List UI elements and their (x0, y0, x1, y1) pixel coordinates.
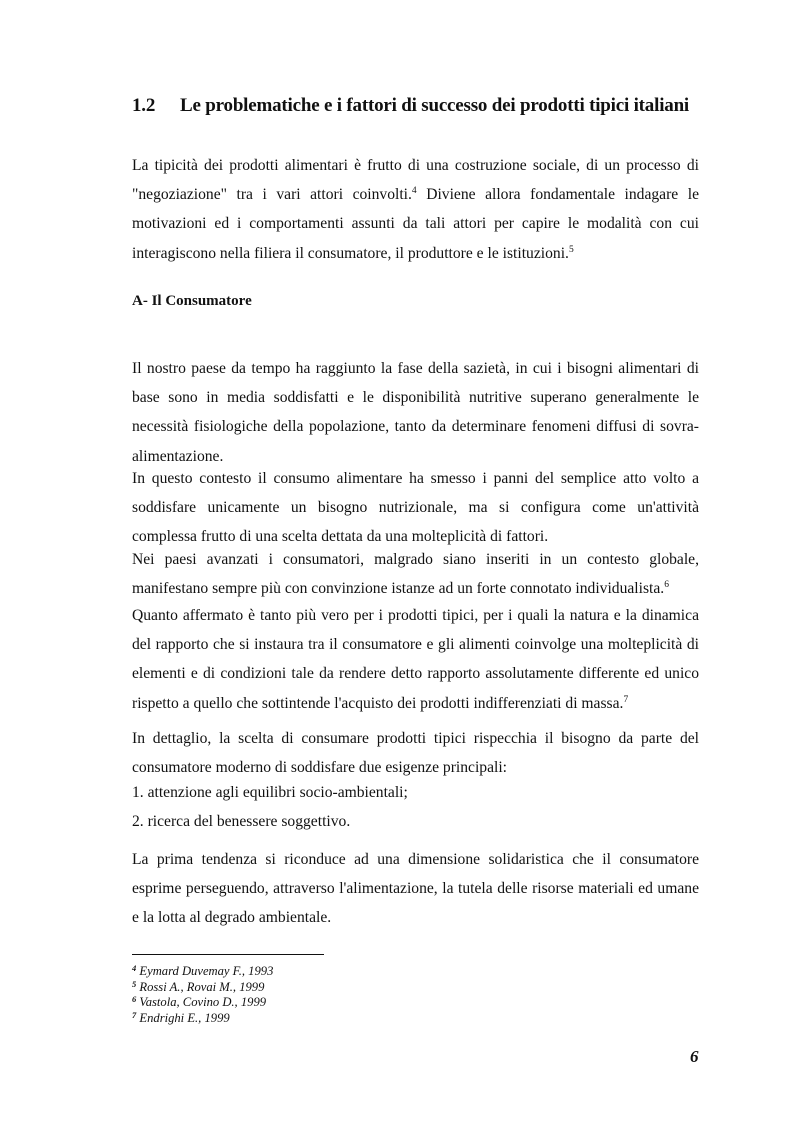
footnote-separator (132, 954, 324, 955)
intro-text: La tipicità dei prodotti alimentari è frutto di una costruzione sociale, di un processo di "negoziazione" tra i vari attori coinvolti. (132, 157, 699, 204)
list-item: 1. attenzione agli equilibri socio-ambientali; (132, 784, 408, 801)
footnote-number: 4 (132, 963, 137, 973)
footnote-ref-7[interactable]: 7 (623, 694, 629, 705)
section-title: Le problematiche e i fattori di successo dei prodotti tipici italiani (180, 95, 690, 116)
paragraph-5: In dettaglio, la scelta di consumare prodotti tipici rispecchia il bisogno da parte del consumatore moderno di soddisfare due esigenze principali: (132, 730, 699, 777)
paragraph-6: La prima tendenza si riconduce ad una dimensione solidaristica che il consumatore esprime perseguendo, attraverso l'alimentazione, la tutela delle risorse materiali ed umane e la lotta al degrado ambientale. (132, 851, 699, 927)
footnote-ref-4[interactable]: 4 (411, 186, 417, 197)
section-number: 1.2 (132, 95, 156, 116)
footnote-number: 5 (132, 978, 137, 989)
footnote-ref-5[interactable]: 5 (568, 244, 574, 255)
needs-list (132, 778, 408, 836)
paragraph-2: In questo contesto il consumo alimentare ha smesso i panni del semplice atto volto a soddisfare unicamente un bisogno nutrizionale, ma si configura come un'attività complessa frutto di una scelta dettata da una molteplicità di fattori. (132, 470, 699, 546)
paragraph-1: Il nostro paese da tempo ha raggiunto la fase della sazietà, in cui i bisogni alimentari di base sono in media soddisfatti e le disponibilità nutritive superano generalmente le necessità fisiologiche della popolazione, tanto da determinare fenomeni diffusi di sovra-alimentazione. (132, 360, 699, 465)
footnote-text: Rossi A., Rovai M., 1999 (139, 979, 265, 994)
section-heading (132, 95, 712, 117)
paragraph-3 (132, 545, 699, 603)
footnote-item (132, 1011, 273, 1027)
paragraph-4 (132, 601, 699, 718)
footnote-number: 6 (132, 994, 137, 1004)
intro-text-continued: Diviene allora fondamentale indagare le motivazioni ed i comportamenti assunti da tali attori per capire le modalità con cui interagiscono nella filiera il consumatore, il produttore e le istituzioni. (132, 186, 699, 262)
footnote-ref-6[interactable]: 6 (664, 580, 669, 591)
footnote-number: 7 (132, 1009, 137, 1020)
footnote-item (132, 995, 273, 1011)
footnote-text: Eymard Duvemay F., 1993 (139, 964, 274, 978)
paragraph-4-text: Quanto affermato è tanto più vero per i prodotti tipici, per i quali la natura e la dinamica del rapporto che si instaura tra il consumatore e gli alimenti coinvolge una molteplicità di elementi e di condizioni tale da rendere detto rapporto assolutamente differente ed unico rispetto a quello che sottintende l'acquisto dei prodotti indifferenziati di massa. (132, 607, 699, 712)
footnote-text: Endrighi E., 1999 (139, 1010, 230, 1025)
subsection-title: A- Il Consumatore (132, 293, 252, 309)
paragraph-3-text: Nei paesi avanzati i consumatori, malgrado siano inseriti in un contesto globale, manifestano sempre più con convinzione istanze ad un forte connotato individualista. (132, 551, 699, 598)
footnote-item (132, 980, 273, 996)
list-item: 2. ricerca del benessere soggettivo. (132, 813, 351, 831)
intro-paragraph (132, 151, 699, 268)
footnotes (132, 964, 273, 1026)
page-number: 6 (690, 1047, 699, 1066)
footnote-item (132, 964, 273, 980)
footnote-text: Vastola, Covino D., 1999 (139, 995, 267, 1009)
